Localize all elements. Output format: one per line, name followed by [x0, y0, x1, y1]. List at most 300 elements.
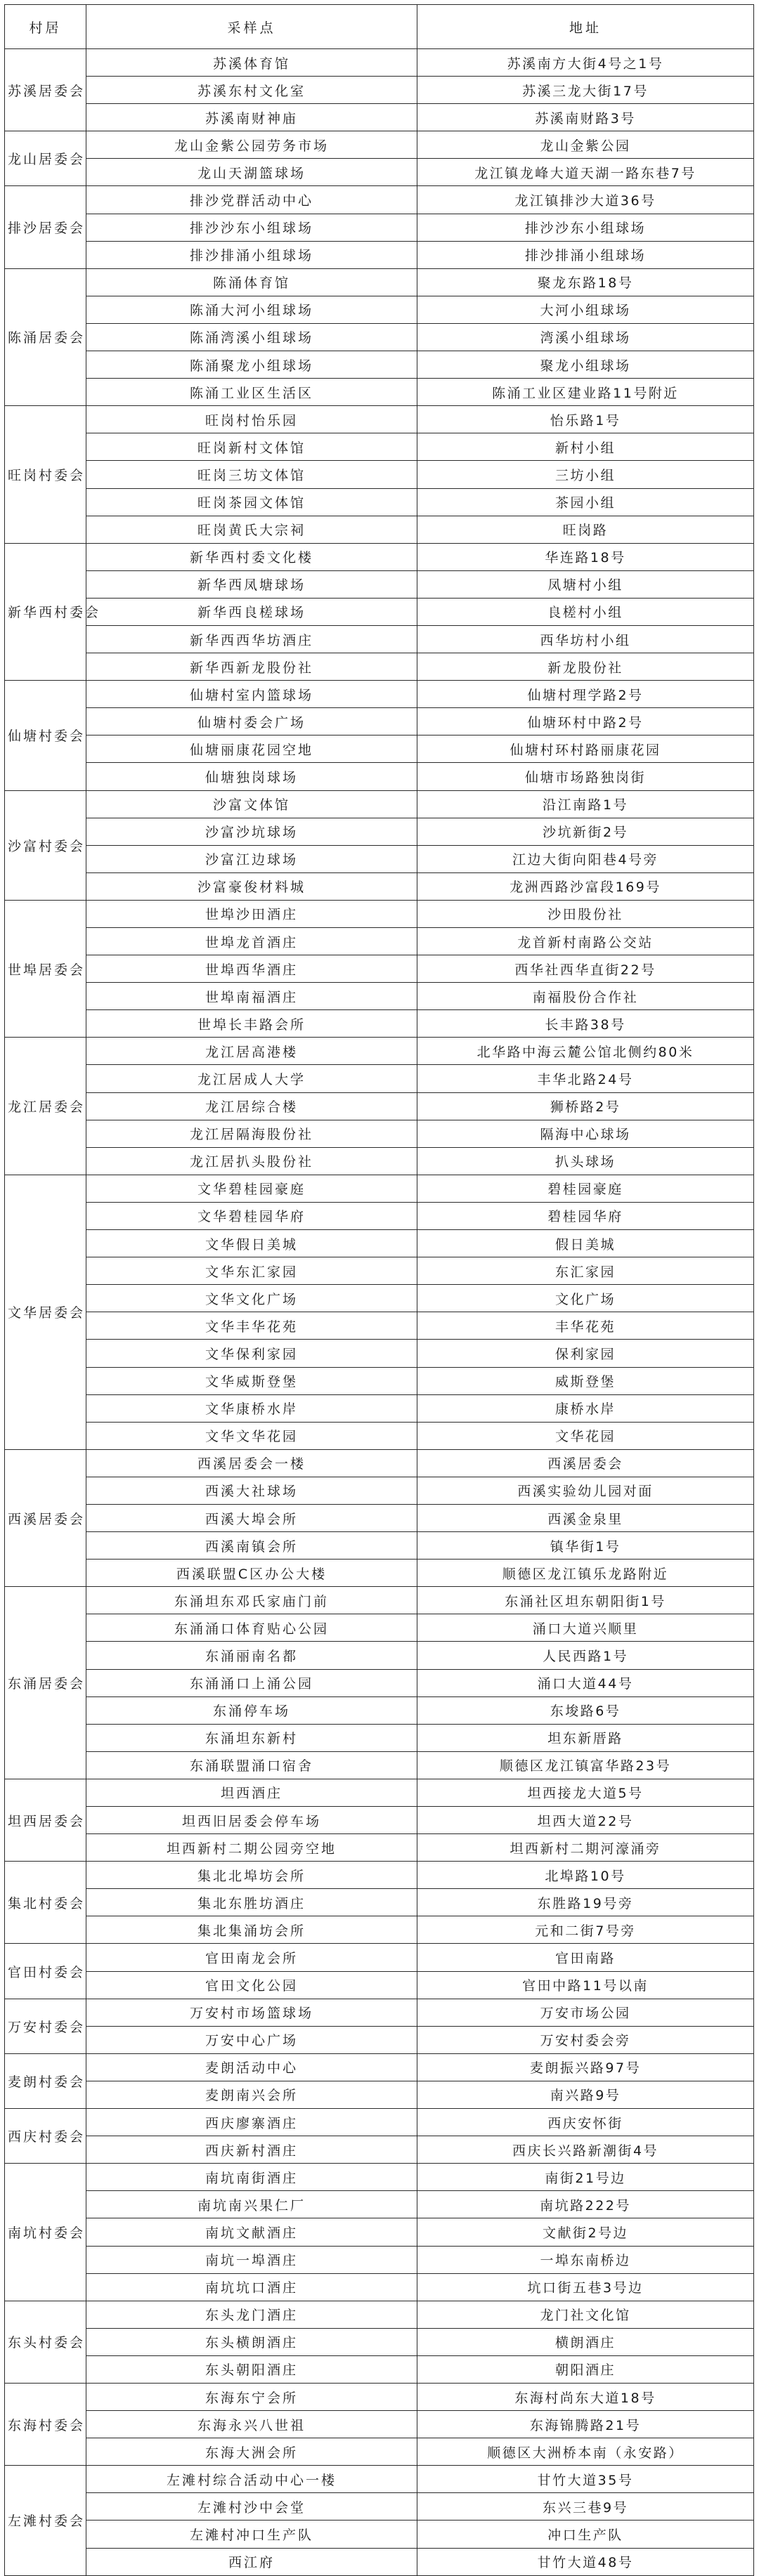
- table-row: [5, 1092, 754, 1120]
- sampling-point-cell: 文华东汇家园: [86, 1257, 417, 1285]
- address-cell: 坦西新村二期河濠涌旁: [417, 1834, 754, 1862]
- address-cell: 南街21号边: [417, 2164, 754, 2191]
- table-header-row: [5, 5, 754, 49]
- address-cell: 南坑路222号: [417, 2191, 754, 2218]
- address-cell: 假日美城: [417, 1230, 754, 1257]
- address-cell: 西溪金泉里: [417, 1504, 754, 1531]
- address-cell: 康桥水岸: [417, 1394, 754, 1422]
- table-row: [5, 2053, 754, 2081]
- sampling-point-cell: 世埠西华酒庄: [86, 955, 417, 983]
- sampling-point-cell: 文华碧桂园华府: [86, 1202, 417, 1229]
- table-row: [5, 1175, 754, 1202]
- sampling-point-cell: 仙塘村室内篮球场: [86, 681, 417, 708]
- address-cell: 西庆安怀街: [417, 2109, 754, 2136]
- sampling-point-cell: 西溪大社球场: [86, 1477, 417, 1504]
- sampling-point-cell: 新华西良槎球场: [86, 598, 417, 625]
- address-cell: 沙田股份社: [417, 900, 754, 927]
- table-row: [5, 351, 754, 379]
- address-cell: 龙江镇排沙大道36号: [417, 186, 754, 214]
- address-cell: 苏溪三龙大街17号: [417, 77, 754, 104]
- address-cell: 坦西接龙大道5号: [417, 1779, 754, 1806]
- address-cell: 东海村尚东大道18号: [417, 2383, 754, 2410]
- table-row: [5, 1120, 754, 1147]
- village-cell: 东涌居委会: [5, 1587, 86, 1779]
- table-row: [5, 186, 754, 214]
- table-row: [5, 2109, 754, 2136]
- table-row: [5, 488, 754, 516]
- sampling-point-cell: 沙富江边球场: [86, 845, 417, 872]
- address-cell: 甘竹大道48号: [417, 2548, 754, 2575]
- table-row: [5, 1504, 754, 1531]
- village-cell: 文华居委会: [5, 1175, 86, 1449]
- village-cell: 左滩村委会: [5, 2466, 86, 2575]
- address-cell: 南福股份合作社: [417, 983, 754, 1010]
- sampling-point-cell: 龙山金紫公园劳务市场: [86, 131, 417, 159]
- sampling-point-cell: 旺岗村怡乐园: [86, 406, 417, 433]
- sampling-point-cell: 文华碧桂园豪庭: [86, 1175, 417, 1202]
- address-cell: 龙江镇龙峰大道天湖一路东巷7号: [417, 159, 754, 186]
- village-cell: 龙江居委会: [5, 1038, 86, 1175]
- table-row: [5, 2246, 754, 2273]
- address-cell: 北华路中海云麓公馆北侧约80米: [417, 1038, 754, 1065]
- sampling-point-cell: 文华康桥水岸: [86, 1394, 417, 1422]
- address-cell: 顺德区大洲桥本南（永安路）: [417, 2438, 754, 2466]
- address-cell: 保利家园: [417, 1340, 754, 1367]
- table-row: [5, 598, 754, 625]
- sampling-point-cell: 南坑文献酒庄: [86, 2218, 417, 2246]
- table-row: [5, 2521, 754, 2548]
- sampling-points-table: [4, 4, 754, 2576]
- header-village: 村居: [5, 5, 86, 49]
- table-row: [5, 2328, 754, 2355]
- sampling-point-cell: 坦西旧居委会停车场: [86, 1807, 417, 1834]
- village-cell: 新华西村委会: [5, 543, 86, 680]
- table-row: [5, 1422, 754, 1449]
- sampling-point-cell: 东头龙门酒庄: [86, 2301, 417, 2328]
- sampling-point-cell: 西溪大埠会所: [86, 1504, 417, 1531]
- table-row: [5, 625, 754, 653]
- address-cell: 官田南路: [417, 1944, 754, 1971]
- address-cell: 威斯登堡: [417, 1367, 754, 1394]
- sampling-point-cell: 西溪居委会一楼: [86, 1449, 417, 1477]
- table-row: [5, 241, 754, 268]
- village-cell: 东头村委会: [5, 2301, 86, 2383]
- sampling-point-cell: 旺岗三坊文体馆: [86, 461, 417, 488]
- sampling-point-cell: 世埠长丰路会所: [86, 1010, 417, 1038]
- table-row: [5, 2081, 754, 2108]
- sampling-point-cell: 东涌联盟涌口宿舍: [86, 1751, 417, 1779]
- sampling-point-cell: 东涌坦东新村: [86, 1724, 417, 1751]
- village-cell: 南坑村委会: [5, 2164, 86, 2301]
- address-cell: 北埠路10号: [417, 1862, 754, 1889]
- table-row: [5, 379, 754, 406]
- sampling-point-cell: 集北东胜坊酒庄: [86, 1889, 417, 1916]
- address-cell: 排沙沙东小组球场: [417, 214, 754, 241]
- sampling-point-cell: 文华文化广场: [86, 1285, 417, 1312]
- address-cell: 华连路18号: [417, 543, 754, 570]
- sampling-point-cell: 陈涌聚龙小组球场: [86, 351, 417, 379]
- table-row: [5, 268, 754, 296]
- sampling-point-cell: 文华保利家园: [86, 1340, 417, 1367]
- table-row: [5, 2466, 754, 2493]
- address-cell: 长丰路38号: [417, 1010, 754, 1038]
- address-cell: 官田中路11号以南: [417, 1971, 754, 1999]
- sampling-point-cell: 陈涌体育馆: [86, 268, 417, 296]
- table-row: [5, 735, 754, 763]
- sampling-point-cell: 龙江居综合楼: [86, 1092, 417, 1120]
- sampling-point-cell: 文华假日美城: [86, 1230, 417, 1257]
- table-row: [5, 1642, 754, 1669]
- sampling-point-cell: 南坑南兴果仁厂: [86, 2191, 417, 2218]
- table-row: [5, 214, 754, 241]
- sampling-point-cell: 东涌丽南名都: [86, 1642, 417, 1669]
- sampling-point-cell: 左滩村冲口生产队: [86, 2521, 417, 2548]
- table-row: [5, 928, 754, 955]
- table-row: [5, 159, 754, 186]
- sampling-point-cell: 南坑一埠酒庄: [86, 2246, 417, 2273]
- sampling-point-cell: 西庆廖寨酒庄: [86, 2109, 417, 2136]
- sampling-point-cell: 陈涌大河小组球场: [86, 296, 417, 323]
- address-cell: 涌口大道兴顺里: [417, 1614, 754, 1642]
- sampling-point-cell: 官田南龙会所: [86, 1944, 417, 1971]
- table-row: [5, 1889, 754, 1916]
- table-row: [5, 2411, 754, 2438]
- village-cell: 官田村委会: [5, 1944, 86, 1999]
- table-row: [5, 1010, 754, 1038]
- sampling-point-cell: 龙江居成人大学: [86, 1065, 417, 1092]
- sampling-point-cell: 龙江居高港楼: [86, 1038, 417, 1065]
- address-cell: 良槎村小组: [417, 598, 754, 625]
- table-row: [5, 1065, 754, 1092]
- table-row: [5, 872, 754, 900]
- address-cell: 仙塘村环村路丽康花园: [417, 735, 754, 763]
- sampling-point-cell: 西溪联盟C区办公大楼: [86, 1560, 417, 1587]
- address-cell: 冲口生产队: [417, 2521, 754, 2548]
- sampling-point-cell: 新华西村委文化楼: [86, 543, 417, 570]
- sampling-point-cell: 龙山天湖篮球场: [86, 159, 417, 186]
- sampling-point-cell: 世埠沙田酒庄: [86, 900, 417, 927]
- sampling-point-cell: 新华西凤塘球场: [86, 570, 417, 598]
- table-row: [5, 461, 754, 488]
- address-cell: 仙塘市场路独岗街: [417, 763, 754, 790]
- table-row: [5, 1971, 754, 1999]
- table-row: [5, 1560, 754, 1587]
- village-cell: 陈涌居委会: [5, 268, 86, 405]
- sampling-point-cell: 东海永兴八世祖: [86, 2411, 417, 2438]
- address-cell: 龙山金紫公园: [417, 131, 754, 159]
- sampling-point-cell: 官田文化公园: [86, 1971, 417, 1999]
- table-row: [5, 1367, 754, 1394]
- address-cell: 聚龙东路18号: [417, 268, 754, 296]
- address-cell: 镇华街1号: [417, 1532, 754, 1560]
- sampling-point-cell: 西庆新村酒庄: [86, 2136, 417, 2164]
- address-cell: 万安市场公园: [417, 1999, 754, 2026]
- address-cell: 坦西大道22号: [417, 1807, 754, 1834]
- address-cell: 甘竹大道35号: [417, 2466, 754, 2493]
- village-cell: 集北村委会: [5, 1862, 86, 1944]
- address-cell: 人民西路1号: [417, 1642, 754, 1669]
- table-row: [5, 1834, 754, 1862]
- sampling-point-cell: 坦西酒庄: [86, 1779, 417, 1806]
- address-cell: 东汇家园: [417, 1257, 754, 1285]
- address-cell: 新龙股份社: [417, 653, 754, 681]
- header-sampling-point: 采样点: [86, 5, 417, 49]
- sampling-point-cell: 仙塘丽康花园空地: [86, 735, 417, 763]
- address-cell: 东胜路19号旁: [417, 1889, 754, 1916]
- table-row: [5, 2026, 754, 2053]
- address-cell: 坑口街五巷3号边: [417, 2273, 754, 2301]
- address-cell: 一埠东南桥边: [417, 2246, 754, 2273]
- address-cell: 聚龙小组球场: [417, 351, 754, 379]
- table-row: [5, 1477, 754, 1504]
- address-cell: 西庆长兴路新潮街4号: [417, 2136, 754, 2164]
- table-row: [5, 2355, 754, 2383]
- address-cell: 旺岗路: [417, 516, 754, 543]
- address-cell: 万安村委会旁: [417, 2026, 754, 2053]
- table-row: [5, 900, 754, 927]
- address-cell: 三坊小组: [417, 461, 754, 488]
- table-row: [5, 1147, 754, 1175]
- sampling-point-cell: 东海东宁会所: [86, 2383, 417, 2410]
- table-row: [5, 2164, 754, 2191]
- table-row: [5, 1944, 754, 1971]
- sampling-point-cell: 旺岗新村文体馆: [86, 433, 417, 461]
- sampling-point-cell: 世埠龙首酒庄: [86, 928, 417, 955]
- sampling-point-cell: 排沙党群活动中心: [86, 186, 417, 214]
- sampling-point-cell: 西江府: [86, 2548, 417, 2575]
- village-cell: 西溪居委会: [5, 1449, 86, 1586]
- address-cell: 朝阳酒庄: [417, 2355, 754, 2383]
- table-row: [5, 1312, 754, 1340]
- table-row: [5, 296, 754, 323]
- table-row: [5, 1449, 754, 1477]
- address-cell: 西华坊村小组: [417, 625, 754, 653]
- village-cell: 麦朗村委会: [5, 2053, 86, 2108]
- table-row: [5, 1696, 754, 1724]
- sampling-point-cell: 万安中心广场: [86, 2026, 417, 2053]
- sampling-point-cell: 东头朝阳酒庄: [86, 2355, 417, 2383]
- table-row: [5, 1532, 754, 1560]
- table-row: [5, 1916, 754, 1944]
- address-cell: 扒头球场: [417, 1147, 754, 1175]
- address-cell: 凤塘村小组: [417, 570, 754, 598]
- address-cell: 碧桂园豪庭: [417, 1175, 754, 1202]
- table-row: [5, 1807, 754, 1834]
- table-row: [5, 543, 754, 570]
- sampling-point-cell: 文华丰华花苑: [86, 1312, 417, 1340]
- village-cell: 坦西居委会: [5, 1779, 86, 1861]
- address-cell: 怡乐路1号: [417, 406, 754, 433]
- address-cell: 苏溪南方大街4号之1号: [417, 49, 754, 77]
- address-cell: 排沙排涌小组球场: [417, 241, 754, 268]
- address-cell: 东兴三巷9号: [417, 2493, 754, 2521]
- table-row: [5, 1230, 754, 1257]
- address-cell: 文华花园: [417, 1422, 754, 1449]
- village-cell: 旺岗村委会: [5, 406, 86, 543]
- table-row: [5, 681, 754, 708]
- address-cell: 仙塘村理学路2号: [417, 681, 754, 708]
- village-cell: 排沙居委会: [5, 186, 86, 268]
- sampling-point-cell: 排沙排涌小组球场: [86, 241, 417, 268]
- village-cell: 西庆村委会: [5, 2109, 86, 2164]
- header-address: 地址: [417, 5, 754, 49]
- village-cell: 沙富村委会: [5, 790, 86, 900]
- address-cell: 新村小组: [417, 433, 754, 461]
- sampling-point-cell: 东涌停车场: [86, 1696, 417, 1724]
- table-row: [5, 131, 754, 159]
- address-cell: 沙坑新街2号: [417, 818, 754, 845]
- sampling-point-cell: 东头横朗酒庄: [86, 2328, 417, 2355]
- address-cell: 狮桥路2号: [417, 1092, 754, 1120]
- table-row: [5, 1257, 754, 1285]
- address-cell: 龙洲西路沙富段169号: [417, 872, 754, 900]
- sampling-point-cell: 南坑南街酒庄: [86, 2164, 417, 2191]
- address-cell: 西溪实验幼儿园对面: [417, 1477, 754, 1504]
- sampling-point-cell: 苏溪体育馆: [86, 49, 417, 77]
- address-cell: 顺德区龙江镇乐龙路附近: [417, 1560, 754, 1587]
- table-row: [5, 2218, 754, 2246]
- address-cell: 坦东新厝路: [417, 1724, 754, 1751]
- address-cell: 西溪居委会: [417, 1449, 754, 1477]
- address-cell: 顺德区龙江镇富华路23号: [417, 1751, 754, 1779]
- address-cell: 丰华花苑: [417, 1312, 754, 1340]
- table-row: [5, 1340, 754, 1367]
- village-cell: 龙山居委会: [5, 131, 86, 186]
- address-cell: 东海锦腾路21号: [417, 2411, 754, 2438]
- address-cell: 龙门社文化馆: [417, 2301, 754, 2328]
- address-cell: 沿江南路1号: [417, 790, 754, 818]
- address-cell: 碧桂园华府: [417, 1202, 754, 1229]
- table-row: [5, 1779, 754, 1806]
- sampling-point-cell: 沙富沙坑球场: [86, 818, 417, 845]
- sampling-point-cell: 文华威斯登堡: [86, 1367, 417, 1394]
- village-cell: 万安村委会: [5, 1999, 86, 2053]
- sampling-point-cell: 龙江居扒头股份社: [86, 1147, 417, 1175]
- table-row: [5, 1862, 754, 1889]
- sampling-point-cell: 陈涌湾溪小组球场: [86, 323, 417, 351]
- sampling-point-cell: 陈涌工业区生活区: [86, 379, 417, 406]
- address-cell: 丰华北路24号: [417, 1065, 754, 1092]
- sampling-point-cell: 东涌涌口上涌公园: [86, 1669, 417, 1696]
- address-cell: 涌口大道44号: [417, 1669, 754, 1696]
- sampling-point-cell: 麦朗南兴会所: [86, 2081, 417, 2108]
- table-row: [5, 653, 754, 681]
- village-cell: 东海村委会: [5, 2383, 86, 2465]
- table-row: [5, 1751, 754, 1779]
- sampling-point-cell: 东涌涌口体育贴心公园: [86, 1614, 417, 1642]
- sampling-point-cell: 坦西新村二期公园旁空地: [86, 1834, 417, 1862]
- village-cell: 仙塘村委会: [5, 681, 86, 790]
- address-cell: 茶园小组: [417, 488, 754, 516]
- sampling-point-cell: 旺岗黄氏大宗祠: [86, 516, 417, 543]
- table-row: [5, 570, 754, 598]
- address-cell: 仙塘环村中路2号: [417, 708, 754, 735]
- table-row: [5, 955, 754, 983]
- table-row: [5, 1038, 754, 1065]
- address-cell: 东埈路6号: [417, 1696, 754, 1724]
- table-row: [5, 2136, 754, 2164]
- sampling-point-cell: 仙塘村委会广场: [86, 708, 417, 735]
- address-cell: 横朗酒庄: [417, 2328, 754, 2355]
- table-row: [5, 104, 754, 131]
- village-cell: 苏溪居委会: [5, 49, 86, 131]
- address-cell: 隔海中心球场: [417, 1120, 754, 1147]
- sampling-point-cell: 文华文华花园: [86, 1422, 417, 1449]
- table-row: [5, 845, 754, 872]
- table-row: [5, 2191, 754, 2218]
- sampling-point-cell: 沙富豪俊材料城: [86, 872, 417, 900]
- table-row: [5, 2493, 754, 2521]
- sampling-point-cell: 集北北埠坊会所: [86, 1862, 417, 1889]
- table-body: [5, 49, 754, 2576]
- address-cell: 大河小组球场: [417, 296, 754, 323]
- sampling-point-cell: 旺岗茶园文体馆: [86, 488, 417, 516]
- table-row: [5, 763, 754, 790]
- table-row: [5, 406, 754, 433]
- table-row: [5, 1202, 754, 1229]
- table-row: [5, 1669, 754, 1696]
- address-cell: 江边大街向阳巷4号旁: [417, 845, 754, 872]
- sampling-point-cell: 左滩村沙中会堂: [86, 2493, 417, 2521]
- sampling-point-cell: 龙江居隔海股份社: [86, 1120, 417, 1147]
- sampling-point-cell: 集北集涌坊会所: [86, 1916, 417, 1944]
- table-row: [5, 983, 754, 1010]
- sampling-point-cell: 新华西西华坊酒庄: [86, 625, 417, 653]
- table-row: [5, 77, 754, 104]
- sampling-point-cell: 西溪南镇会所: [86, 1532, 417, 1560]
- sampling-point-cell: 新华西新龙股份社: [86, 653, 417, 681]
- sampling-point-cell: 万安村市场篮球场: [86, 1999, 417, 2026]
- address-cell: 西华社西华直街22号: [417, 955, 754, 983]
- sampling-point-cell: 排沙沙东小组球场: [86, 214, 417, 241]
- sampling-point-cell: 苏溪东村文化室: [86, 77, 417, 104]
- table-row: [5, 1285, 754, 1312]
- sampling-point-cell: 东海大洲会所: [86, 2438, 417, 2466]
- table-row: [5, 2548, 754, 2575]
- village-cell: 世埠居委会: [5, 900, 86, 1037]
- address-cell: 龙首新村南路公交站: [417, 928, 754, 955]
- table-row: [5, 1724, 754, 1751]
- address-cell: 南兴路9号: [417, 2081, 754, 2108]
- table-row: [5, 433, 754, 461]
- address-cell: 陈涌工业区建业路11号附近: [417, 379, 754, 406]
- table-row: [5, 818, 754, 845]
- table-row: [5, 1394, 754, 1422]
- address-cell: 元和二街7号旁: [417, 1916, 754, 1944]
- table-row: [5, 323, 754, 351]
- table-row: [5, 790, 754, 818]
- address-cell: 湾溪小组球场: [417, 323, 754, 351]
- table-row: [5, 2383, 754, 2410]
- table-row: [5, 708, 754, 735]
- sampling-point-cell: 左滩村综合活动中心一楼: [86, 2466, 417, 2493]
- table-row: [5, 516, 754, 543]
- address-cell: 东涌社区坦东朝阳街1号: [417, 1587, 754, 1614]
- table-row: [5, 1999, 754, 2026]
- table-row: [5, 1587, 754, 1614]
- sampling-point-cell: 世埠南福酒庄: [86, 983, 417, 1010]
- sampling-point-cell: 南坑坑口酒庄: [86, 2273, 417, 2301]
- table-row: [5, 49, 754, 77]
- table-row: [5, 2301, 754, 2328]
- sampling-point-cell: 苏溪南财神庙: [86, 104, 417, 131]
- sampling-point-cell: 麦朗活动中心: [86, 2053, 417, 2081]
- sampling-point-cell: 仙塘独岗球场: [86, 763, 417, 790]
- address-cell: 苏溪南财路3号: [417, 104, 754, 131]
- table-row: [5, 2438, 754, 2466]
- address-cell: 文化广场: [417, 1285, 754, 1312]
- sampling-point-cell: 沙富文体馆: [86, 790, 417, 818]
